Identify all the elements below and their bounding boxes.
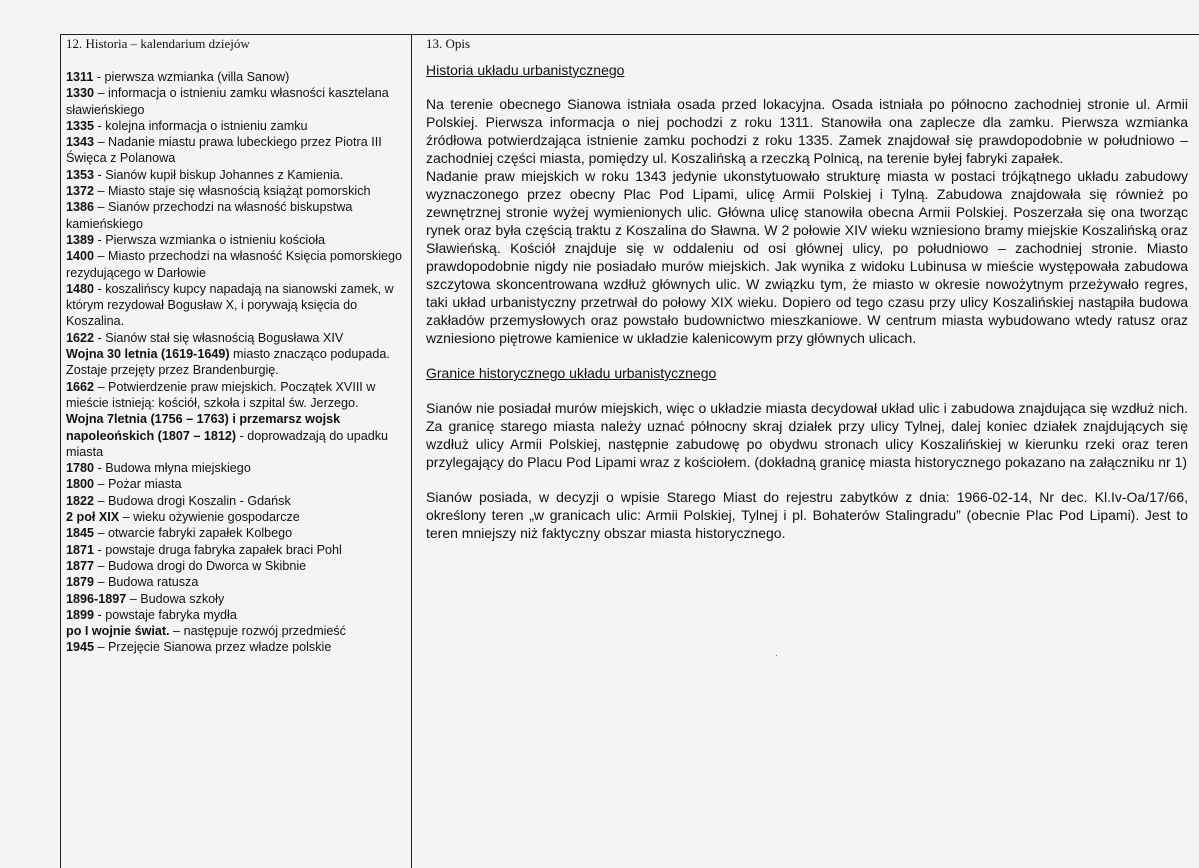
timeline-date: 1389 [66, 232, 95, 247]
timeline-entry [66, 69, 406, 85]
scan-speck: · [775, 650, 778, 660]
timeline-entry [66, 476, 406, 492]
timeline-text: - powstaje fabryka mydła [94, 607, 237, 622]
timeline-entry [66, 558, 406, 574]
timeline-text: - Sianów stał się własnością Bogusława XIV [94, 330, 344, 345]
urban-history-title: Historia układu urbanistycznego [426, 62, 625, 78]
timeline-date: 1945 [66, 640, 95, 655]
timeline-text: – Budowa drogi Koszalin - Gdańsk [94, 493, 291, 508]
timeline-entry [66, 85, 406, 118]
timeline-date: 1879 [66, 575, 95, 590]
timeline-entry [66, 639, 406, 655]
timeline-text: – następuje rozwój przedmieść [169, 624, 346, 639]
timeline-entry [66, 607, 406, 623]
timeline-entry [66, 460, 406, 476]
timeline-date: 1822 [66, 493, 95, 508]
timeline-entry [66, 232, 406, 248]
timeline-text: – Budowa szkoły [126, 591, 225, 606]
timeline-entry [66, 623, 406, 639]
timeline-text: – Budowa drogi do Dworca w Skibnie [94, 558, 307, 573]
timeline-text: - powstaje druga fabryka zapałek braci Pohl [94, 542, 342, 557]
timeline-date: Wojna 7letnia (1756 – 1763) i przemarsz wojsk napoleońskich (1807 – 1812) [66, 412, 341, 443]
timeline-text: – Pożar miasta [94, 477, 182, 492]
timeline-entry [66, 542, 406, 558]
timeline-date: 1353 [66, 167, 95, 182]
description-heading: 13. Opis [426, 36, 471, 51]
historic-boundaries-paragraph-2: Sianów posiada, w decyzji o wpisie Starego Miast do rejestru zabytków z dnia: 1966-02-14, Nr dec. Kl.Iv-Oa/17/66, określony teren „w granicach ulic: Armii Polskiej, Tylnej i pl. Bohaterów Stalingradu” (obecnie Plac Pod Lipami). Jest to teren mniejszy niż faktyczny obszar miasta historycznego. [426, 489, 1188, 541]
description-column [426, 36, 1188, 542]
timeline-text: – Budowa ratusza [94, 575, 199, 590]
timeline-date: 1335 [66, 118, 95, 133]
timeline-date: 1311 [66, 70, 94, 84]
timeline-text: - pierwsza wzmianka (villa Sanow) [93, 70, 290, 84]
timeline-date: 1400 [66, 249, 95, 264]
timeline-date: 1780 [66, 461, 95, 476]
timeline-text: – Miasto staje się własnością książąt pomorskich [94, 184, 371, 199]
timeline-text: - Budowa młyna miejskiego [94, 461, 251, 476]
timeline-text: - kolejna informacja o istnieniu zamku [94, 118, 308, 133]
historic-boundaries-paragraph-1: Sianów nie posiadał murów miejskich, więc o układzie miasta decydował układ ulic i zabudowa znajdująca się wzdłuż nich. Za granicę starego miasta należy uznać północny skraj działek przy ulicy Tylnej, dalej koniec działek znajdujących się wzdłuż ulicy Armii Polskiej, następnie zabudowę po obydwu stronach ulicy Koszalińskiej w kierunku rzeki oraz teren przylegający do Placu Pod Lipami wraz z kościołem. (dokładną granicę miasta historycznego pokazano na załączniku nr 1) [426, 400, 1188, 470]
timeline-entry [66, 574, 406, 590]
timeline-entry [66, 183, 406, 199]
timeline-entry [66, 591, 406, 607]
timeline-date: po I wojnie świat. [66, 624, 170, 639]
timeline-entry [66, 411, 406, 460]
timeline-text: – Potwierdzenie praw miejskich. Początek XVIII w mieście istnieją: kościół, szkoła i szpital św. Jerzego. [66, 379, 376, 410]
timeline-date: 1871 [66, 542, 95, 557]
timeline-text: - koszalińscy kupcy napadają na sianowski zamek, w którym rezydował Bogusław X, i porywają księcia do Koszalina. [66, 281, 394, 329]
timeline-date: 1622 [66, 330, 95, 345]
timeline-text: – informacja o istnieniu zamku własności kasztelana sławieńskiego [66, 86, 389, 117]
chronology-heading: 12. Historia – kalendarium dziejów [66, 36, 250, 51]
column-divider-line [411, 34, 412, 868]
timeline-date: 1896-1897 [66, 591, 127, 606]
timeline-entry [66, 118, 406, 134]
timeline-entry [66, 379, 406, 412]
historic-boundaries-title: Granice historycznego układu urbanistycznego [426, 365, 717, 381]
timeline-entry [66, 248, 406, 281]
timeline-date: 1343 [66, 135, 95, 150]
left-border-line [60, 34, 61, 868]
timeline-text: – Nadanie miastu prawa lubeckiego przez Piotra III Święca z Polanowa [66, 135, 382, 166]
chronology-list [66, 69, 406, 656]
timeline-text: – otwarcie fabryki zapałek Kolbego [94, 526, 293, 541]
timeline-date: 1386 [66, 200, 95, 215]
timeline-entry [66, 346, 406, 379]
timeline-date: Wojna 30 letnia (1619-1649) [66, 347, 230, 362]
timeline-date: 1877 [66, 558, 95, 573]
timeline-text: - doprowadzają do upadku miasta [66, 428, 389, 459]
timeline-date: 1480 [66, 281, 95, 296]
timeline-date: 1899 [66, 607, 95, 622]
timeline-date: 1662 [66, 379, 95, 394]
urban-history-paragraph-1: Na terenie obecnego Sianowa istniała osada przed lokacyjna. Osada istniała po północno zachodniej stronie ul. Armii Polskiej. Pierwsza informacja o niej pochodzi z roku 1311. Stanowiła ona zaplecze dla zamku. Pierwsza wzmianka źródłowa potwierdzająca istnienie zamku pochodzi z roku 1335. Zamek znajdował się prawdopodobnie w południowo – zachodniej części miasta, pomiędzy ul. Koszalińską a rzeczką Polnicą, na terenie byłej fabryki zapałek. [426, 96, 1188, 166]
timeline-text: - Sianów kupił biskup Johannes z Kamienia. [94, 167, 344, 182]
timeline-date: 1845 [66, 526, 95, 541]
top-border-line [60, 34, 1199, 35]
timeline-entry [66, 167, 406, 183]
timeline-entry [66, 199, 406, 232]
urban-history-paragraph-2: Nadanie praw miejskich w roku 1343 jedynie ukonstytuowało strukturę miasta w postaci trójkątnego układu zabudowy wyznaczonego przez obecny Plac Pod Lipami, ulicę Armii Polskiej i Tylną. Zabudowa znajdowała się również po zewnętrznej stronie wyżej wymienionych ulic. Główna ulicę stanowiła obecna Armii Polskiej. Poszerzała się ona tworząc rynek oraz była częścią traktu z Koszalina do Sławna. W 2 połowie XIV wieku wzniesiono bramy miejskie Koszalińską oraz Sławieńską. Kościół znajduje się w oddaleniu od osi głównej ulicy, po południowo – zachodniej stronie. Miasto prawdopodobnie nigdy nie posiadało murów miejskich. Jak wynika z widoku Lubinusa w mieście występowała zabudowa szczytowa skoncentrowana wzdłuż głównych ulic. W związku tym, że miasto w okresie nowożytnym przeżywało regres, taki układ urbanistyczny przetrwał do połowy XIX wieku. Dopiero od tego czasu przy ulicy Koszalińskiej nastąpiła budowa zakładów przemysłowych oraz powstało budownictwo mieszkaniowe. W centrum miasta wybudowano wtedy ratusz oraz wzniesiono piętrowe kamienice w układzie kalenicowym przy głównych ulicach. [426, 168, 1188, 346]
timeline-entry [66, 330, 406, 346]
timeline-text: miasto znacząco podupada. Zostaje przejęty przez Brandenburgię. [66, 347, 390, 378]
timeline-text: – wieku ożywienie gospodarcze [119, 510, 300, 525]
chronology-column [66, 36, 406, 656]
timeline-entry [66, 134, 406, 167]
timeline-entry [66, 525, 406, 541]
timeline-date: 2 poł XIX [66, 510, 120, 525]
timeline-entry [66, 509, 406, 525]
timeline-date: 1372 [66, 184, 95, 199]
timeline-text: – Przejęcie Sianowa przez władze polskie [94, 640, 332, 655]
timeline-text: – Miasto przechodzi na własność Księcia pomorskiego rezydującego w Darłowie [66, 249, 403, 280]
timeline-entry [66, 493, 406, 509]
timeline-date: 1330 [66, 86, 95, 101]
timeline-date: 1800 [66, 477, 95, 492]
timeline-text: - Pierwsza wzmianka o istnieniu kościoła [94, 232, 326, 247]
timeline-entry [66, 281, 406, 330]
timeline-text: – Sianów przechodzi na własność biskupstwa kamieńskiego [66, 200, 353, 231]
